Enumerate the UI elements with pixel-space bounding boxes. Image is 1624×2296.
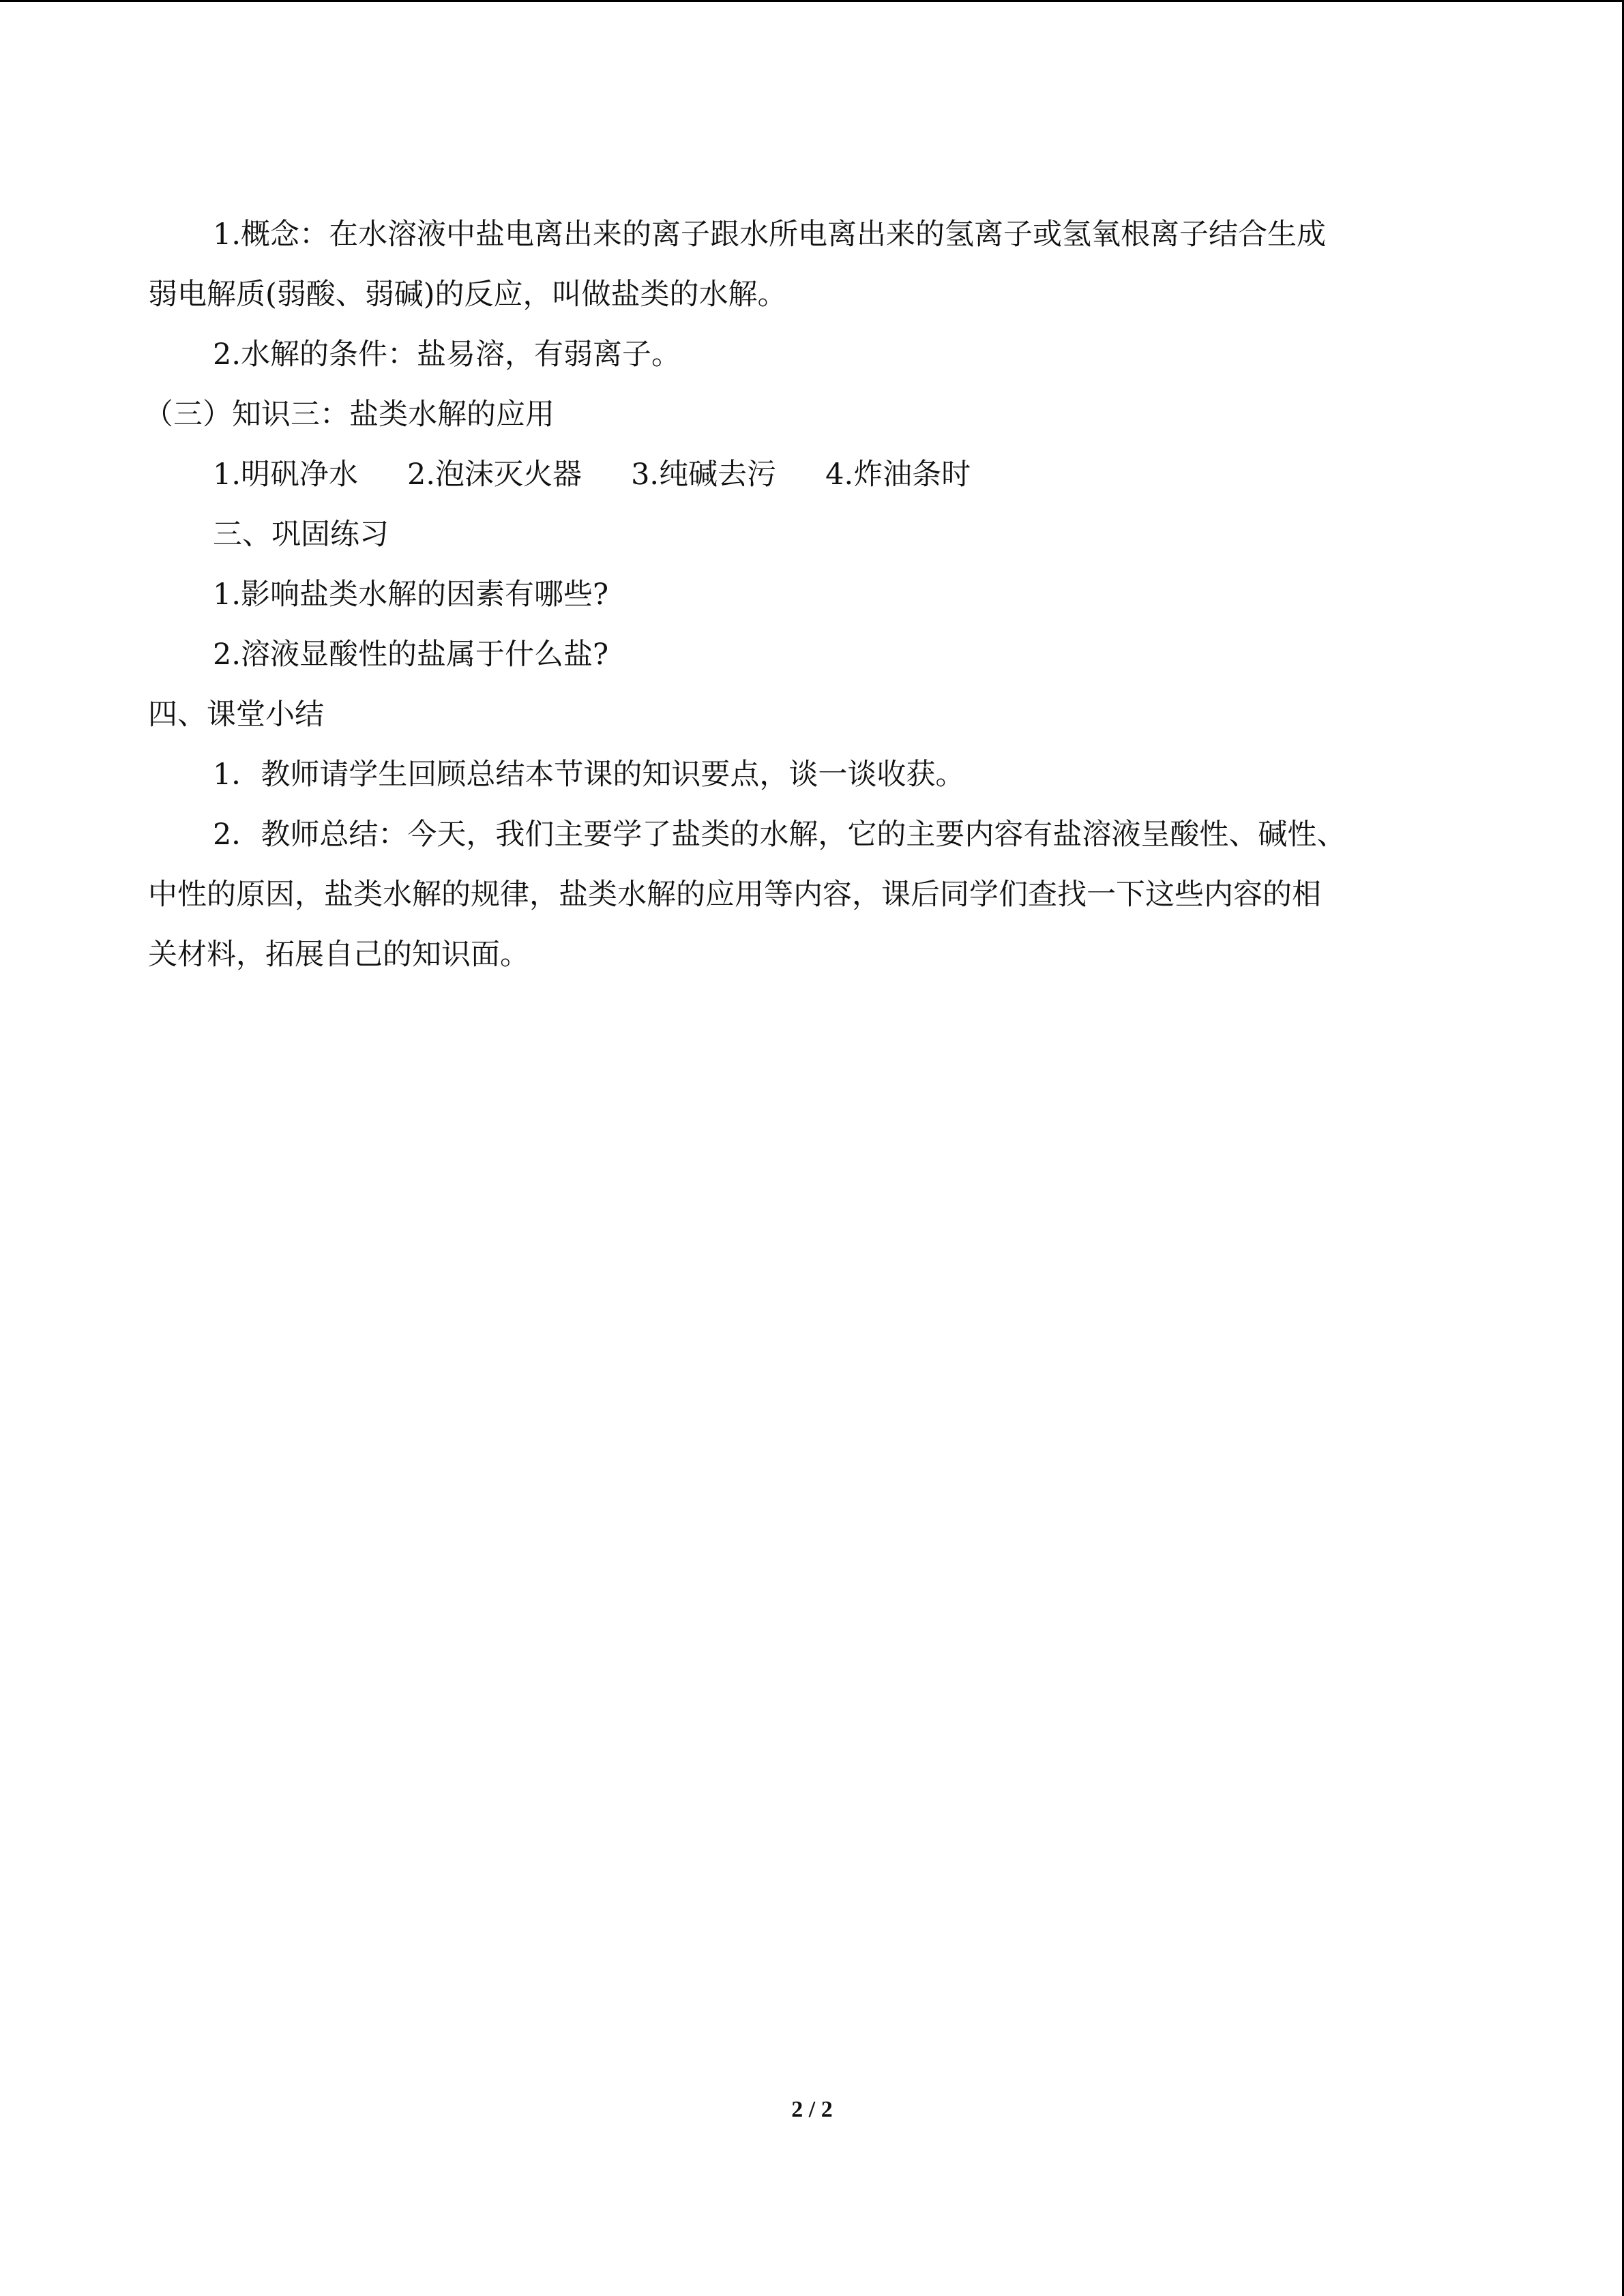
concept-line-2: 弱电解质(弱酸、弱碱)的反应，叫做盐类的水解。 — [148, 278, 787, 312]
application-item: 2.泡沫灭火器 — [407, 458, 582, 492]
page-number: 2 / 2 — [791, 2097, 833, 2122]
application-item: 1.明矾净水 — [213, 458, 359, 492]
summary-item-2-line-3: 关材料，拓展自己的知识面。 — [148, 938, 529, 972]
application-item: 4.炸油条时 — [825, 458, 971, 492]
summary-item-2-line-1: 2．教师总结：今天，我们主要学了盐类的水解，它的主要内容有盐溶液呈酸性、碱性、 — [213, 818, 1346, 852]
section-heading-summary: 四、课堂小结 — [148, 698, 324, 732]
summary-item-1: 1．教师请学生回顾总结本节课的知识要点，谈一谈收获。 — [213, 758, 965, 792]
summary-item-2-line-2: 中性的原因，盐类水解的规律，盐类水解的应用等内容，课后同学们查找一下这些内容的相 — [148, 878, 1321, 912]
document-body — [144, 205, 1464, 985]
practice-question-2: 2.溶液显酸性的盐属于什么盐? — [213, 638, 609, 672]
hydrolysis-condition: 2.水解的条件：盐易溶，有弱离子。 — [213, 338, 681, 372]
application-item: 3.纯碱去污 — [631, 458, 777, 492]
section-heading-practice: 三、巩固练习 — [213, 518, 389, 552]
section-heading-knowledge-3: （三）知识三：盐类水解的应用 — [144, 398, 555, 432]
top-border — [0, 0, 1624, 2]
applications-list — [148, 445, 1464, 505]
concept-line-1: 1.概念：在水溶液中盐电离出来的离子跟水所电离出来的氢离子或氢氧根离子结合生成 — [213, 218, 1327, 252]
practice-question-1: 1.影响盐类水解的因素有哪些? — [213, 578, 609, 612]
